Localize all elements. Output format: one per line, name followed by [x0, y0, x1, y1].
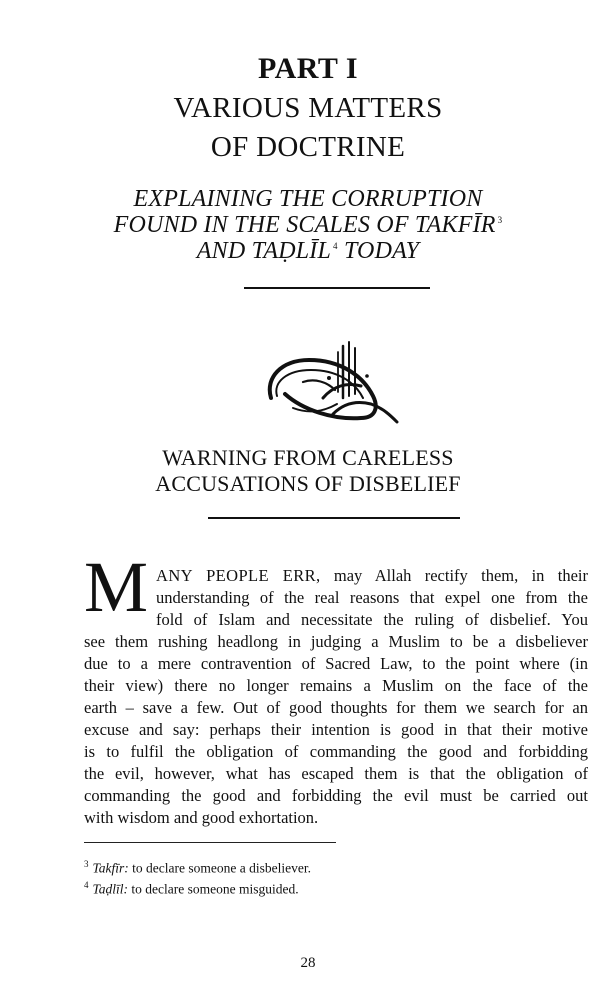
part-title: PART I [257, 52, 359, 85]
drop-cap: M [84, 547, 149, 627]
body-line-4: see them rushing headlong in judging a Muslim to be a disbeliever [84, 632, 588, 651]
chapter-heading-text: EXPLAINING THE CORRUPTION [133, 186, 483, 212]
divider-rule [244, 287, 430, 289]
footnote-term: Taḍlīl: [92, 881, 129, 897]
body-line-7: earth – save a few. Out of good thoughts for them we search for an [84, 698, 588, 717]
body-line-8: excuse and say: perhaps their intention is good in that their motive [84, 720, 588, 739]
body-line-2: understanding of the real reasons that expel one from the [156, 588, 588, 607]
body-line-10: the evil, however, what has escaped them is that the obligation of [84, 764, 588, 783]
bismillah-calligraphy-ornament [263, 338, 401, 424]
body-line-3: fold of Islam and necessitate the ruling of disbelief. You [156, 610, 588, 629]
body-line-11: commanding the good and forbidding the evil must be carried out [84, 786, 588, 805]
divider-rule [208, 517, 460, 519]
footnote-4 [84, 876, 299, 899]
footnote-ref-3[interactable]: 3 [497, 215, 503, 225]
footnote-text: to declare someone misguided. [131, 881, 299, 897]
footnote-number: 4 [84, 880, 89, 890]
chapter-heading-line-1 [0, 186, 616, 213]
page-number: 28 [300, 955, 316, 971]
part-subtitle-line-1: VARIOUS MATTERS [173, 92, 443, 124]
body-line-1 [156, 566, 588, 586]
part-subtitle-line-2: OF DOCTRINE [210, 131, 406, 163]
section-title-line-2: ACCUSATIONS OF DISBELIEF [155, 471, 461, 496]
body-line-6: their view) there no longer remains a Muslim on the face of the [84, 676, 588, 695]
chapter-heading-text: FOUND IN THE SCALES OF TAKFĪR [113, 212, 496, 238]
section-title-line-1: WARNING FROM CARELESS [162, 445, 454, 470]
body-line-5: due to a mere contravention of Sacred Law, to the point where (in [84, 654, 588, 673]
footnote-3 [84, 855, 311, 878]
opening-small-caps: ANY PEOPLE ERR, [156, 566, 321, 585]
footnote-term: Takfīr: [92, 860, 129, 876]
body-line-9: is to fulfil the obligation of commanding the good and forbidding [84, 742, 588, 761]
footnote-separator [84, 842, 336, 843]
footnote-text: to declare someone a disbeliever. [132, 860, 311, 876]
chapter-heading-line-3 [0, 238, 616, 265]
footnote-number: 3 [84, 859, 89, 869]
chapter-heading-text: AND TAḌLĪL [196, 238, 332, 264]
chapter-heading-text: TODAY [343, 238, 420, 264]
body-text: may Allah rectify them, in their [333, 566, 588, 585]
body-line-12: with wisdom and good exhortation. [84, 808, 319, 827]
footnote-ref-4[interactable]: 4 [333, 241, 338, 251]
chapter-heading-line-2 [0, 212, 616, 239]
